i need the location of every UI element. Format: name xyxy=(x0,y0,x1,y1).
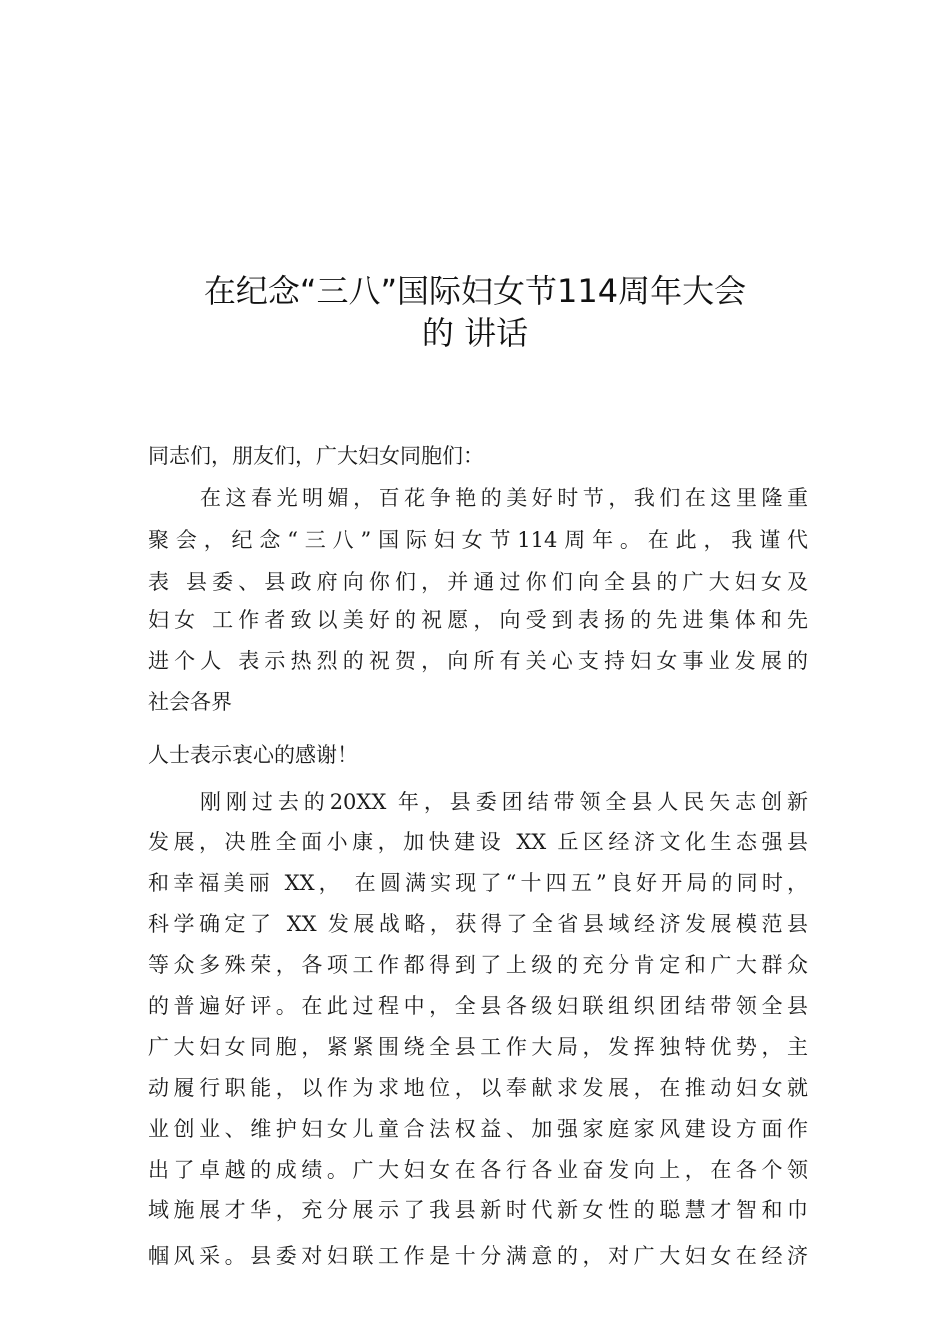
salutation: 同志们，朋友们，广大妇女同胞们： xyxy=(148,444,484,468)
paragraph-2-line-11: 域施展才华，充分展示了我县新时代新女性的聪慧才智和巾 xyxy=(148,1198,808,1222)
paragraph-2-line-2: 发展，决胜全面小康，加快建设 XX 丘区经济文化生态强县 xyxy=(148,830,808,854)
paragraph-1-line-3: 表 县委、县政府向你们，并通过你们向全县的广大妇女及 xyxy=(148,570,808,594)
paragraph-2-line-1: 刚刚过去的20XX 年，县委团结带领全县人民矢志创新 xyxy=(200,790,808,814)
paragraph-2-line-8: 动履行职能，以作为求地位，以奉献求发展，在推动妇女就 xyxy=(148,1076,808,1100)
paragraph-2-line-9: 业创业、维护妇女儿童合法权益、加强家庭家风建设方面作 xyxy=(148,1117,808,1141)
document-title-line-2: 的 讲话 xyxy=(421,314,529,352)
paragraph-2-line-5: 等众多殊荣，各项工作都得到了上级的充分肯定和广大群众 xyxy=(148,953,808,977)
paragraph-2-line-7: 广大妇女同胞，紧紧围绕全县工作大局，发挥独特优势，主 xyxy=(148,1035,808,1059)
paragraph-2-line-4: 科学确定了 XX 发展战略，获得了全省县域经济发展模范县 xyxy=(148,912,808,936)
paragraph-2-line-10: 出了卓越的成绩。广大妇女在各行各业奋发向上，在各个领 xyxy=(148,1158,808,1182)
paragraph-1-line-6: 社会各界 xyxy=(148,690,232,714)
paragraph-1-line-5: 进个人 表示热烈的祝贺，向所有关心支持妇女事业发展的 xyxy=(148,649,808,673)
paragraph-2-line-6: 的普遍好评。在此过程中，全县各级妇联组织团结带领全县 xyxy=(148,994,808,1018)
document-title-line-1: 在纪念“三八”国际妇女节114周年大会 xyxy=(203,272,747,310)
paragraph-2-line-3: 和幸福美丽 XX， 在圆满实现了“十四五”良好开局的同时， xyxy=(148,871,808,895)
paragraph-1-line-2: 聚会，纪念“三八”国际妇女节114周年。在此，我谨代 xyxy=(148,528,808,552)
paragraph-1-line-4: 妇女 工作者致以美好的祝愿，向受到表扬的先进集体和先 xyxy=(148,608,808,632)
paragraph-1-line-1: 在这春光明媚，百花争艳的美好时节，我们在这里隆重 xyxy=(200,486,808,510)
paragraph-1-continuation: 人士表示衷心的感谢！ xyxy=(148,743,358,767)
paragraph-2-line-12: 帼风采。县委对妇联工作是十分满意的，对广大妇女在经济 xyxy=(148,1244,808,1268)
